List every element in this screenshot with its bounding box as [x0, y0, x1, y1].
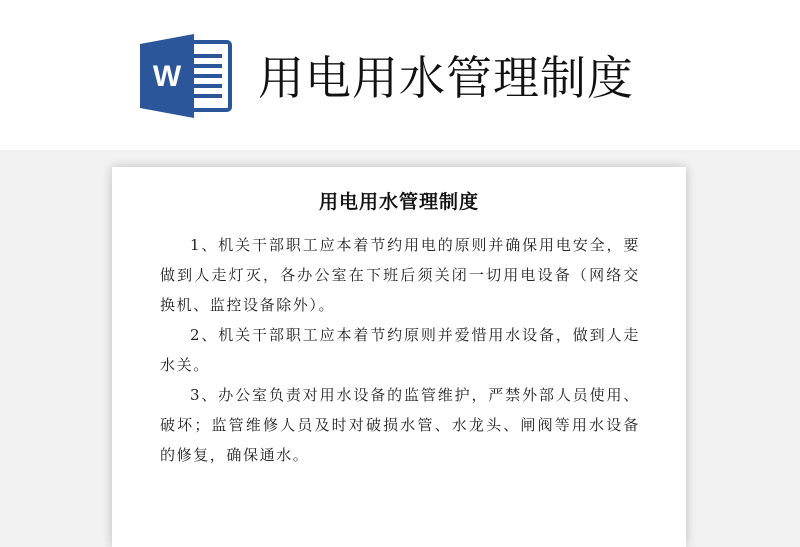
document-title: 用电用水管理制度 — [318, 191, 479, 213]
page-title: 用电用水管理制度 — [258, 51, 634, 105]
paragraph-1: 1、机关干部职工应本着节约用电的原则并确保用电安全，要做到人走灯灭，各办公室在下班后须关闭一切用电设备（网络交换机、监控设备除外）。 — [160, 236, 640, 314]
paragraph-3: 3、办公室负责对用水设备的监管维护，严禁外部人员使用、破坏；监管维修人员及时对破损水管、水龙头、闸阀等用水设备的修复，确保通水。 — [160, 386, 640, 464]
header-banner — [0, 0, 800, 150]
word-icon — [140, 34, 232, 118]
paragraph-2: 2、机关干部职工应本着节约原则并爱惜用水设备，做到人走水关。 — [160, 326, 640, 374]
document-page — [112, 167, 686, 547]
document-body — [160, 230, 640, 470]
word-icon-letter: W — [152, 60, 182, 93]
